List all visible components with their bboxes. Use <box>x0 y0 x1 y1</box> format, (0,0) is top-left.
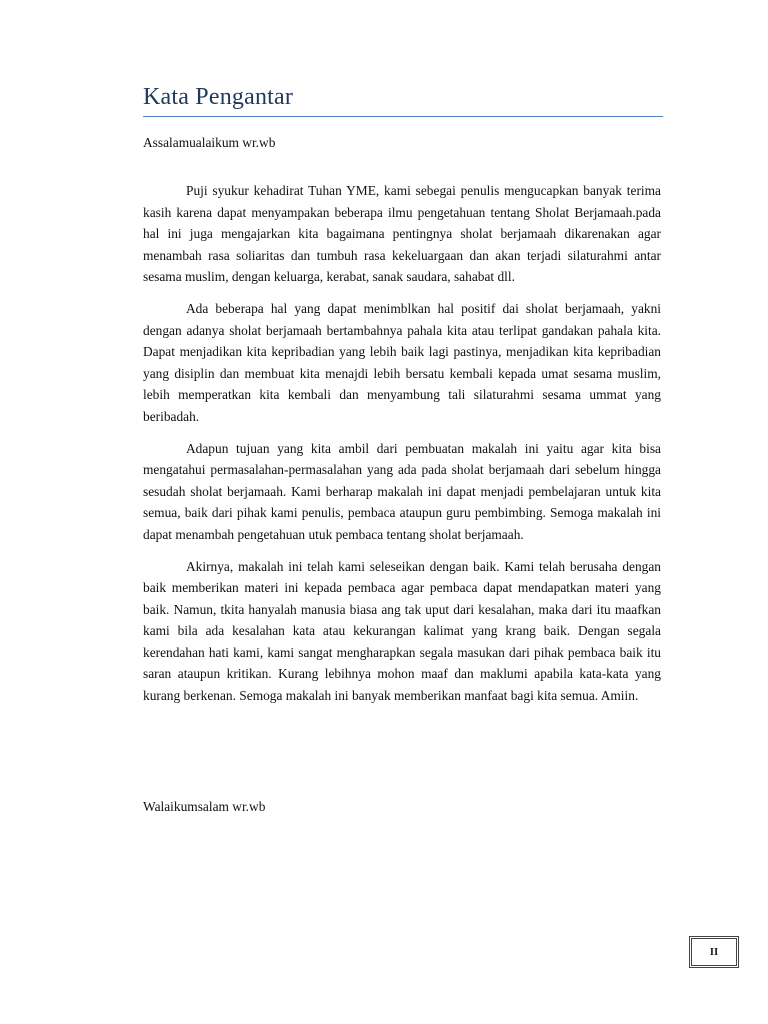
page-title: Kata Pengantar <box>143 84 294 110</box>
title-underline-divider <box>143 116 663 117</box>
body-text <box>143 180 661 717</box>
paragraph-3: Adapun tujuan yang kita ambil dari pembuatan makalah ini yaitu agar kita bisa mengatahui permasalahan-permasalahan yang ada pada sholat berjamaah dari sebelum hingga sesudah sholat berjamaah. Kami berharap makalah ini dapat menjadi pembelajaran untuk kita semua, baik dari pihak kami penulis, pembaca ataupun guru pembimbing. Semoga makalah ini dapat menambah pengetahuan utuk pembaca tentang sholat berjamaah. <box>143 440 661 542</box>
paragraph-4: Akirnya, makalah ini telah kami seleseikan dengan baik. Kami telah berusaha dengan baik memberikan materi ini kepada pembaca agar pembaca dapat mendapatkan materi yang baik. Namun, tkita hanyalah manusia biasa ang tak uput dari kesalahan, maka dari itu maafkan kami bila ada kesalahan kata atau kekurangan kalimat yang krang baik. Dengan segala kerendahan hati kami, kami sangat mengharapkan segala masukan dari pihak pembaca baik itu saran ataupun kritikan. Kurang lebihnya mohon maaf dan maklumi apabila kata-kata yang kurang berkenan. Semoga makalah ini banyak memberikan manfaat bagi kita semua. Amiin. <box>143 558 661 704</box>
opening-greeting: Assalamualaikum wr.wb <box>143 135 276 150</box>
paragraph-1: Puji syukur kehadirat Tuhan YME, kami sebegai penulis mengucapkan banyak terima kasih karena dapat menyampakan beberapa ilmu pengetahuan tentang Sholat Berjamaah.pada hal ini juga mengajarkan kita bagaimana pentingnya sholat berjamaah dikarenakan agar menambah rasa soliaritas dan tumbuh rasa kekeluargaan dan akan terjadi silaturahmi antar sesama muslim, dengan keluarga, kerabat, sanak saudara, sahabat dll. <box>143 183 661 285</box>
closing-greeting: Walaikumsalam wr.wb <box>143 799 266 814</box>
paragraph-2: Ada beberapa hal yang dapat menimblkan hal positif dai sholat berjamaah, yakni dengan adanya sholat berjamaah bertambahnya pahala kita atau terlipat gandakan pahala kita. Dapat menjadikan kita kepribadian yang lebih baik lagi pastinya, menjadikan kita kepribadian yang disiplin dan membuat kita menajdi lebih bersatu kembali kepada umat sesama muslim, lebih memperatkan kita kembali dan menyambung tali silaturahmi sesama ummat yang beribadah. <box>143 300 661 424</box>
page-number-frame <box>689 936 739 968</box>
page-number: II <box>709 946 719 958</box>
